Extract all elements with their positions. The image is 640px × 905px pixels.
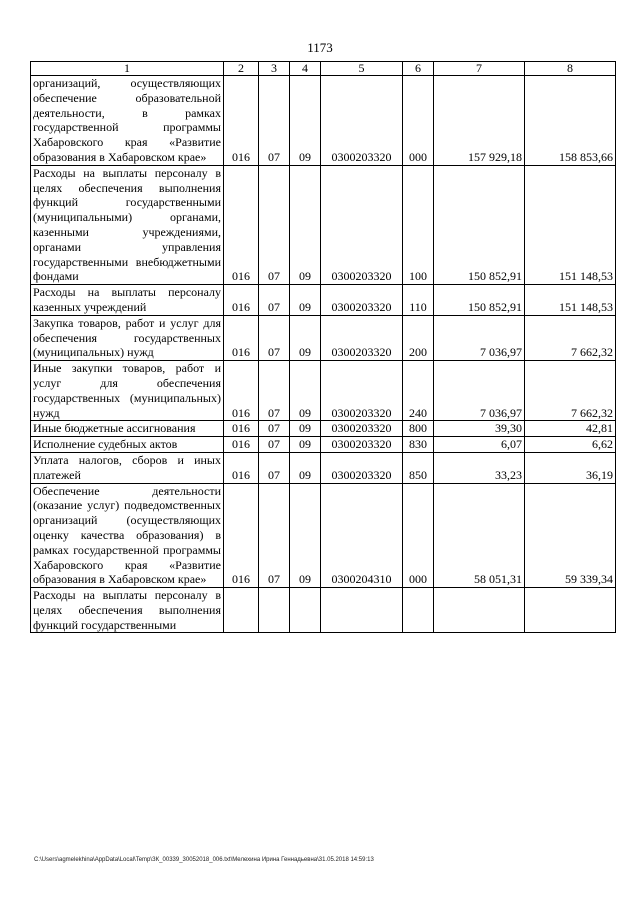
cell-expense-type: 110	[403, 285, 434, 316]
file-path-footer: C:\Users\agmelekhina\AppData\Local\Temp\ЗК_00339_30052018_006.txt\Мелехина Ирина Геннадьевна\31.05.2018 14:59:13	[34, 857, 374, 863]
cell-amount-year1: 150 852,91	[434, 165, 525, 284]
cell-section: 07	[259, 165, 290, 284]
column-header: 8	[525, 62, 616, 76]
cell-section: 07	[259, 361, 290, 421]
cell-expense-type: 100	[403, 165, 434, 284]
cell-amount-year1: 39,30	[434, 421, 525, 437]
cell-target-article: 0300203320	[321, 452, 403, 483]
cell-amount-year1: 6,07	[434, 437, 525, 453]
row-description: Иные бюджетные ассигнования	[31, 421, 224, 437]
cell-ministry-code: 016	[224, 483, 259, 588]
cell-subsection: 09	[290, 452, 321, 483]
table-row	[31, 361, 616, 421]
table-row	[31, 421, 616, 437]
cell-expense-type	[403, 588, 434, 633]
cell-amount-year1: 33,23	[434, 452, 525, 483]
cell-subsection: 09	[290, 437, 321, 453]
cell-amount-year2	[525, 588, 616, 633]
row-description: Расходы на выплаты персоналу в целях обеспечения выполнения функций государственными	[31, 588, 224, 633]
cell-subsection: 09	[290, 421, 321, 437]
cell-ministry-code: 016	[224, 285, 259, 316]
cell-ministry-code: 016	[224, 437, 259, 453]
cell-section: 07	[259, 285, 290, 316]
cell-amount-year2: 7 662,32	[525, 315, 616, 360]
column-header: 3	[259, 62, 290, 76]
cell-target-article: 0300204310	[321, 483, 403, 588]
column-header: 7	[434, 62, 525, 76]
cell-ministry-code: 016	[224, 165, 259, 284]
cell-amount-year2: 6,62	[525, 437, 616, 453]
cell-section: 07	[259, 452, 290, 483]
cell-expense-type: 800	[403, 421, 434, 437]
cell-amount-year2: 158 853,66	[525, 76, 616, 166]
table-header-row	[31, 62, 616, 76]
cell-amount-year1: 150 852,91	[434, 285, 525, 316]
row-description: Иные закупки товаров, работ и услуг для обеспечения государственных (муниципальных) нужд	[31, 361, 224, 421]
page-number: 1173	[307, 40, 333, 55]
cell-section: 07	[259, 421, 290, 437]
table-row	[31, 315, 616, 360]
row-description: Расходы на выплаты персоналу в целях обеспечения выполнения функций государственными (муниципальными) органами, казенными учреждениями, органами управления государственными внебюджетными фондами	[31, 165, 224, 284]
cell-ministry-code: 016	[224, 421, 259, 437]
table-row	[31, 588, 616, 633]
cell-section: 07	[259, 76, 290, 166]
cell-expense-type: 830	[403, 437, 434, 453]
column-header: 6	[403, 62, 434, 76]
row-description: Обеспечение деятельности (оказание услуг) подведомственных организаций (осуществляющих оценку качества образования) в рамках государственной программы Хабаровского края «Развитие образования в Хабаровском крае»	[31, 483, 224, 588]
cell-ministry-code: 016	[224, 452, 259, 483]
cell-subsection: 09	[290, 315, 321, 360]
table-row	[31, 76, 616, 166]
cell-amount-year2: 42,81	[525, 421, 616, 437]
cell-section: 07	[259, 315, 290, 360]
cell-amount-year2: 151 148,53	[525, 285, 616, 316]
cell-target-article: 0300203320	[321, 76, 403, 166]
cell-expense-type: 850	[403, 452, 434, 483]
cell-target-article	[321, 588, 403, 633]
table-row	[31, 452, 616, 483]
cell-ministry-code: 016	[224, 361, 259, 421]
row-description: Закупка товаров, работ и услуг для обеспечения государственных (муниципальных) нужд	[31, 315, 224, 360]
cell-ministry-code: 016	[224, 76, 259, 166]
cell-target-article: 0300203320	[321, 165, 403, 284]
cell-amount-year1: 58 051,31	[434, 483, 525, 588]
cell-target-article: 0300203320	[321, 315, 403, 360]
cell-subsection: 09	[290, 361, 321, 421]
table-row	[31, 285, 616, 316]
cell-subsection: 09	[290, 165, 321, 284]
cell-expense-type: 000	[403, 483, 434, 588]
cell-subsection: 09	[290, 76, 321, 166]
cell-ministry-code	[224, 588, 259, 633]
table-row	[31, 165, 616, 284]
row-description: Исполнение судебных актов	[31, 437, 224, 453]
cell-subsection: 09	[290, 483, 321, 588]
cell-amount-year2: 7 662,32	[525, 361, 616, 421]
cell-amount-year2: 151 148,53	[525, 165, 616, 284]
cell-section: 07	[259, 483, 290, 588]
cell-amount-year1: 7 036,97	[434, 315, 525, 360]
row-description: организаций, осуществляющих обеспечение образовательной деятельности, в рамках государственной программы Хабаровского края «Развитие образования в Хабаровском крае»	[31, 76, 224, 166]
cell-expense-type: 000	[403, 76, 434, 166]
cell-subsection	[290, 588, 321, 633]
column-header: 2	[224, 62, 259, 76]
column-header: 1	[31, 62, 224, 76]
cell-target-article: 0300203320	[321, 285, 403, 316]
cell-subsection: 09	[290, 285, 321, 316]
cell-section: 07	[259, 437, 290, 453]
column-header: 5	[321, 62, 403, 76]
cell-amount-year2: 59 339,34	[525, 483, 616, 588]
cell-target-article: 0300203320	[321, 437, 403, 453]
row-description: Уплата налогов, сборов и иных платежей	[31, 452, 224, 483]
budget-table	[30, 61, 616, 633]
cell-target-article: 0300203320	[321, 361, 403, 421]
row-description: Расходы на выплаты персоналу казенных учреждений	[31, 285, 224, 316]
cell-amount-year2: 36,19	[525, 452, 616, 483]
cell-amount-year1: 7 036,97	[434, 361, 525, 421]
table-row	[31, 483, 616, 588]
cell-expense-type: 240	[403, 361, 434, 421]
column-header: 4	[290, 62, 321, 76]
table-row	[31, 437, 616, 453]
cell-ministry-code: 016	[224, 315, 259, 360]
cell-expense-type: 200	[403, 315, 434, 360]
cell-target-article: 0300203320	[321, 421, 403, 437]
cell-amount-year1: 157 929,18	[434, 76, 525, 166]
cell-section	[259, 588, 290, 633]
cell-amount-year1	[434, 588, 525, 633]
